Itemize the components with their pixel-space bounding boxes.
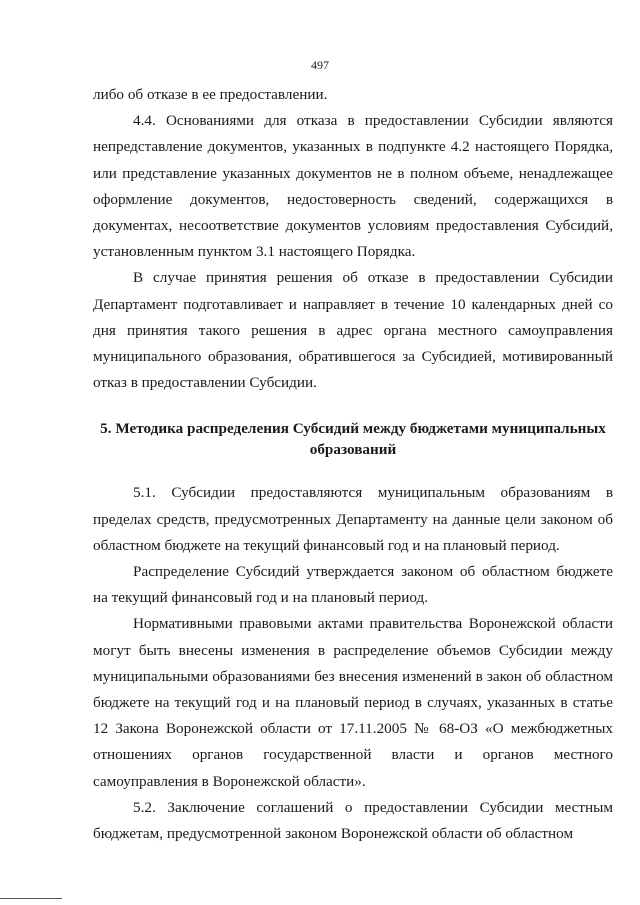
section-heading: 5. Методика распределения Субсидий между бюджетами муниципальных образований bbox=[100, 420, 606, 459]
paragraph-5-2: 5.2. Заключение соглашений о предоставлении Субсидии местным бюджетам, предусмотренной законом Воронежской области об областном bbox=[93, 798, 613, 843]
paragraph-4-4: 4.4. Основаниями для отказа в предоставлении Субсидии являются непредставление документов, указанных в подпункте 4.2 настоящего Порядка, или представление указанных документов не в полном объеме, ненадлежащее оформление документов, недостоверность сведений, содержащихся в документах, несоответствие документов условиям предоставления Субсидий, установленным пунктом 3.1 настоящего Порядка. bbox=[93, 112, 613, 261]
page-number: 497 bbox=[311, 58, 329, 72]
paragraph-distribution: Распределение Субсидий утверждается законом об областном бюджете на текущий финансовый год и на плановый период. bbox=[93, 563, 613, 607]
paragraph-normative-acts: Нормативными правовыми актами правительства Воронежской области могут быть внесены изменения в распределение объемов Субсидии между муниципальными образованиями без внесения изменений в закон об областном бюджете на текущий год и на плановый период в случаях, указанных в статье 12 Закона Воронежской области от 17.11.2005 № 68-ОЗ «О межбюджетных отношениях органов государственной власти и органов местного самоуправления в Воронежской области». bbox=[93, 615, 613, 790]
paragraph-continuation: либо об отказе в ее предоставлении. bbox=[93, 86, 328, 103]
document-body bbox=[93, 82, 613, 847]
paragraph-5-1: 5.1. Субсидии предоставляются муниципальным образованиям в пределах средств, предусмотренных Департаменту на данные цели законом об областном бюджете на текущий финансовый год и на плановый период. bbox=[93, 484, 613, 554]
paragraph-refusal: В случае принятия решения об отказе в предоставлении Субсидии Департамент подготавливает и направляет в течение 10 календарных дней со дня принятия такого решения в адрес органа местного самоуправления муниципального образования, обратившегося за Субсидией, мотивированный отказ в предоставлении Субсидии. bbox=[93, 269, 613, 392]
footnote-divider bbox=[0, 898, 62, 899]
